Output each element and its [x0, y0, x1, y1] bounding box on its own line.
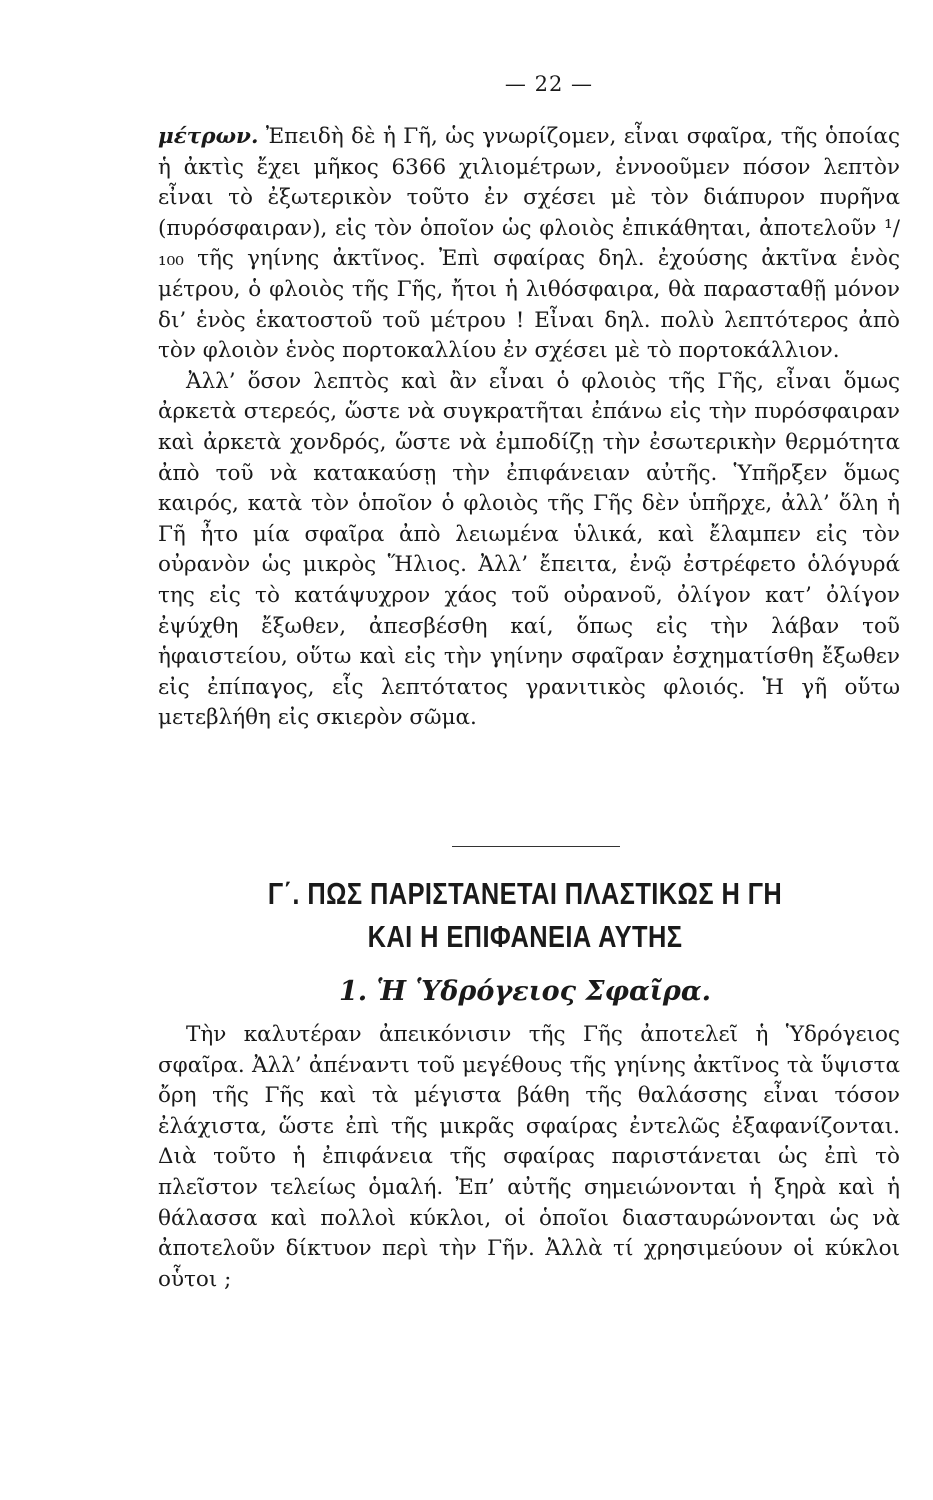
- paragraph: [158, 367, 900, 734]
- paragraph-text: Ἀλλ’ ὅσον λεπτὸς καὶ ἂν εἶναι ὁ φλοιὸς τῆς Γῆς, εἶναι ὅμως ἀρκετὰ στερεός, ὥστε νὰ συγκρατῆται ἐπάνω εἰς τὴν πυρόσφαιραν καὶ ἀρκετὰ χονδρός, ὥστε νὰ ἐμποδίζῃ τὴν ἐσωτερικὴν θερμότητα ἀπὸ τοῦ νὰ κατακαύσῃ τὴν ἐπιφάνειαν αὐτῆς. Ὑπῆρξεν ὅμως καιρός, κατὰ τὸν ὁποῖον ὁ φλοιὸς τῆς Γῆς δὲν ὑπῆρχε, ἀλλ’ ὅλη ἡ Γῆ ἦτο μία σφαῖρα ἀπὸ λειωμένα ὑλικά, καὶ ἔλαμπεν εἰς τὸν οὐρανὸν ὡς μικρὸς Ἥλιος. Ἀλλ’ ἔπειτα, ἐνῷ ἐστρέφετο ὁλόγυρά της εἰς τὸ κατάψυχρον χάος τοῦ οὐρανοῦ, ὀλίγον κατ’ ὀλίγον ἐψύχθη ἔξωθεν, ἀπεσβέσθη καί, ὅπως εἰς τὴν λάβαν τοῦ ἡφαιστείου, οὕτω καὶ εἰς τὴν γηίνην σφαῖραν ἐσχηματίσθη ἔξωθεν εἰς ἐπίπαγος, εἷς λεπτότατος γρανιτικὸς φλοιός. Ἡ γῆ οὕτω μετεβλήθη εἰς σκιερὸν σῶμα.: [158, 368, 900, 731]
- section-heading-line-2: ΚΑΙ Η ΕΠΙΦΑΝΕΙΑ ΑΥΤΗΣ: [367, 919, 683, 954]
- paragraph-text: Τὴν καλυτέραν ἀπεικόνισιν τῆς Γῆς ἀποτελεῖ ἡ Ὑδρόγειος σφαῖρα. Ἀλλ’ ἀπέναντι τοῦ μεγέθους τῆς γηίνης ἀκτῖνος τὰ ὕψιστα ὄρη τῆς Γῆς καὶ τὰ μέγιστα βάθη τῆς θαλάσσης εἶναι τόσον ἐλάχιστα, ὥστε ἐπὶ τῆς μικρᾶς σφαίρας ἐντελῶς ἐξαφανίζονται. Διὰ τοῦτο ἡ ἐπιφάνεια τῆς σφαίρας παριστάνεται ὡς ἐπὶ τὸ πλεῖστον τελείως ὁμαλή. Ἐπ’ αὐτῆς σημειώνονται ἡ ξηρὰ καὶ ἡ θάλασσα καὶ πολλοὶ κύκλοι, οἱ ὁποῖοι διασταυρώνονται ὡς νὰ ἀποτελοῦν δίκτυον περὶ τὴν Γῆν. Ἀλλὰ τί χρησιμεύουν οἱ κύκλοι οὗτοι ;: [158, 1022, 900, 1292]
- paragraph: [158, 1020, 900, 1295]
- section-heading-line-1: Γ΄. ΠΩΣ ΠΑΡΙΣΤΑΝΕΤΑΙ ΠΛΑΣΤΙΚΩΣ Η ΓΗ: [267, 876, 783, 911]
- body-text-bottom: [158, 1020, 900, 1295]
- body-text-top: [158, 122, 900, 734]
- subsection-heading: 1. Ἡ Ὑδρόγειος Σφαῖρα.: [338, 976, 712, 1007]
- paragraph-lead-word: μέτρων.: [158, 124, 259, 149]
- page-number: — 22 —: [504, 72, 593, 96]
- section-heading: [218, 872, 833, 958]
- paragraph-text: Ἐπειδὴ δὲ ἡ Γῆ, ὡς γνωρίζομεν, εἶναι σφαῖρα, τῆς ὁποίας ἡ ἀκτὶς ἔχει μῆκος 6366 χιλιομέτρων, ἐννοοῦμεν πόσον λεπτὸν εἶναι τὸ ἐξωτερικὸν τοῦτο ἐν σχέσει μὲ τὸν διάπυρον πυρῆνα (πυρόσφαιραν), εἰς τὸν ὁποῖον ὡς φλοιὸς ἐπικάθηται, ἀποτελοῦν ¹/₁₀₀ τῆς γηίνης ἀκτῖνος. Ἐπὶ σφαίρας δηλ. ἐχούσης ἀκτῖνα ἑνὸς μέτρου, ὁ φλοιὸς τῆς Γῆς, ἤτοι ἡ λιθόσφαιρα, θὰ παρασταθῇ μόνον δι’ ἑνὸς ἑκατοστοῦ τοῦ μέτρου ! Εἶναι δηλ. πολὺ λεπτότερος ἀπὸ τὸν φλοιὸν ἑνὸς πορτοκαλλίου ἐν σχέσει μὲ τὸ πορτοκάλλιον.: [158, 124, 900, 364]
- section-divider: [452, 846, 620, 847]
- paragraph: [158, 122, 900, 367]
